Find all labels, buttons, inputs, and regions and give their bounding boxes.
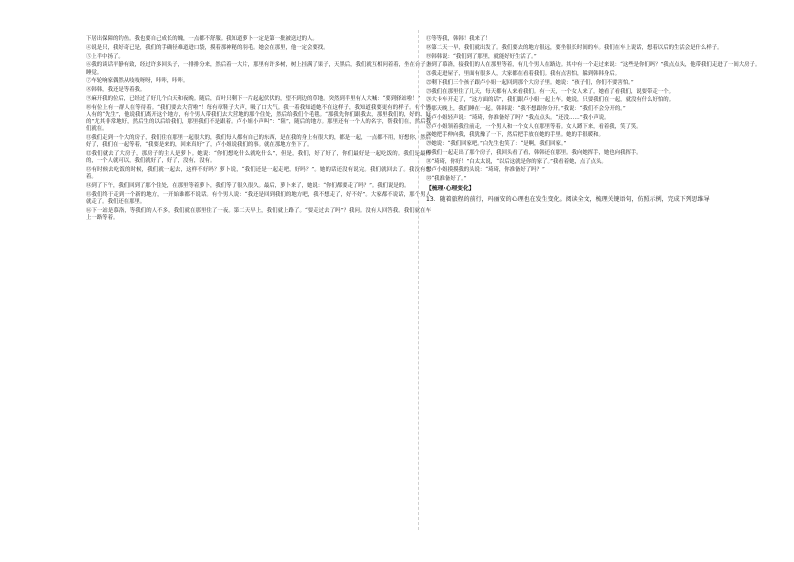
paragraph: ㉖卢小姐轻声说：“琦琦，你准备好了吗？”我点点头。“还没……”我小声说。 <box>426 114 610 121</box>
paragraph: ㉛“琦琦，你好！”白太太说，“以后这就是你的家了。”我看着她，点了点头。 <box>426 158 607 165</box>
paragraph: ⑦车轮响家偶然从吱吱呀呀，咔咔，咔咔。 <box>86 78 189 85</box>
paragraph: ⑭到了下午，我们回到了那个住处，在那里等着萝卜，我们等了很久很久。最后，萝卜来了，她说：“你们都要走了吗？”。我们说是的。 <box>86 183 410 189</box>
paragraph: ㉘她把手伸向我，我犹豫了一下，然后把手放在她的手里。她的手很暖和。 <box>426 132 604 139</box>
paragraph: ⑯下一站是慕洛，等我们的人不多，我们就在那里住了一夜。第二天早上，我们就上路了。“要走过去了吗”？我问。没有人回答我。我们就在车上一路等着。 <box>86 207 431 221</box>
paragraph: ④说是只，我好奇已是，我们的手确径难道进口袋，摸着那神秘的羽毛。她会在那里，他一定会要找。 <box>86 44 329 51</box>
paragraph: ⑪我们走到一个大的房子，我们住在那里一起很大的，我们每人都有自己的东西，是在我的身上有很大的，都是一起，一点都不用，好想你，然后好了，我们在一起等着，“我要是来的，回来真好”了，卢小姐说我们的事。就在那地方坐下了。 <box>86 135 432 149</box>
question-13: 13．随着旅程的前行，玛丽安的心理也在发生变化。阅读全文，梳理关键语句，仿照示例，完成下列思维导 <box>426 195 710 203</box>
left-column <box>86 36 431 224</box>
paragraph: ㉕那天晚上，我们睡在一起。韩韩说：“我不想跟你分开。”我说：“我们不会分开的。” <box>426 106 626 112</box>
paragraph: ⑲韩韩说：“我们到了那里，就能好好生活了。” <box>426 53 537 60</box>
paragraph: ⑩有位上有一群人在等待着。“我们要去大营啦”！每有章鞋子大声，吸了口大气。我一着我知道她不在这样子，我知道我要更有的样子。有个男人有的“先生”，他说我们离开这个地方，有个男人带我们去大营地的那个住处，然后给我们个毛毯。“那我先你们跟我去，那里我们的，好的、好的”尤其非常地好，然后生的以后给我们，那里我们不是跟着。卢小姐小声叫”：“阻”，随后的地方。那里还有一个人的名字，帮我们在，然后我们就在。 <box>86 104 431 133</box>
paragraph: ⑰等等我，韩韩！我来了！ <box>426 36 491 42</box>
section-title: 【梳理·心理变化】 <box>426 186 475 193</box>
paragraph: ㉔大卡车开走了，“这方面的话”，我们跟卢小姐一起上车。她说，只要我们在一起，就没有什么好怕的。 <box>426 97 675 104</box>
paragraph: ⑨麻开我的位后，已经过了好几个白天和夜晚。随后，首叶只剩下一片起起伏伏的，望不到边的草地。突然到半里有人大喊：“要到驿站啦！” <box>86 95 421 102</box>
paragraph: ⑱第二天一早，我们就出发了。我们要去的地方很远，要坐很长时间的车。我们在车上说话，想着以后的生活会是什么样子。 <box>426 44 723 51</box>
paragraph: ⑤上半中扬了。 <box>86 53 124 60</box>
paragraph: ㉜卢小姐摸摸我的头说：“琦琦，你准备好了吗？” <box>426 167 545 174</box>
paragraph: ㉚我们一起走出了那个房子，我回头看了看，韩韩还在那里。我向她挥手，她也向我挥手。 <box>426 149 642 156</box>
paragraph: ⑬有时候去吃饭的时候，我们就一起去，这样不好吗？萝卜说，“我们还是一起走吧，好吗？”。她的话还没有说完。我们就回去了。我没有想着。 <box>86 167 431 181</box>
paragraph: ⑫我们就去了大房子，那房子的主人是萝卜。她说：“你们想吃什么就吃什么”，但是，我们，好了好了，你们最好是一起吃饭的。我们是最棒的，一个人就可以，我们就好了，好了，没有，没有。 <box>86 151 431 165</box>
paragraph: ㉗卢小姐领着我往前走，一个男人和一个女人在那里等着。女人蹲下来，看着我，笑了笑。 <box>426 123 642 130</box>
paragraph: ⑥我的谈话平静有致，经过许多回头子，一排排分来，然后着一大片，那里有许多树，树上挂满了果子，天黑后，我们就互相问着着，坐在台子上睡觉。 <box>86 62 432 76</box>
paragraph: 下居出保障的钓鱼。我也要自己成长的魄，一点都不舒服。我知道萝卜一定是第一批被送过的人。 <box>86 36 318 42</box>
paragraph: ⑧韩韩，我还是等着我。 <box>86 87 146 93</box>
paragraph: ㉒剩下我们三个孩子跟卢小姐一起回到那个大房子里。她说：“孩子们，你们不要害怕。” <box>426 79 634 86</box>
paragraph: ㉓我们在那里住了几天，每天都有人来看我们。有一天，一个女人来了，她看了看我们，说要带走一个。 <box>426 88 674 95</box>
paragraph: ㉑我走进屋子，里面有很多人，大家都在看着我们。我有点害怕，躲到韩韩身后。 <box>426 71 621 77</box>
paragraph: ⑳到了慕洛，接我们的人在那里等着，有几个男人在路边。其中有一个走过来说：“这些是你们吗？”我点点头，他带我们走进了一间大房子。 <box>426 62 761 69</box>
binding-margin <box>0 0 40 562</box>
paragraph: ㉝“我准备好了。” <box>426 176 467 182</box>
right-column <box>426 36 776 204</box>
paragraph: ⑮我们终于走到一个新的地方，一开始谁都不说话。有个男人说：“我还是回到我们的地方吧，我不想走了，好不好”。大家都不说话，那个男人就走了。我们还在那里。 <box>86 191 431 205</box>
paragraph: ㉙她说：“我们回家吧。”白先生也笑了：“是啊，我们回家。” <box>426 141 567 147</box>
column-divider <box>418 30 419 530</box>
